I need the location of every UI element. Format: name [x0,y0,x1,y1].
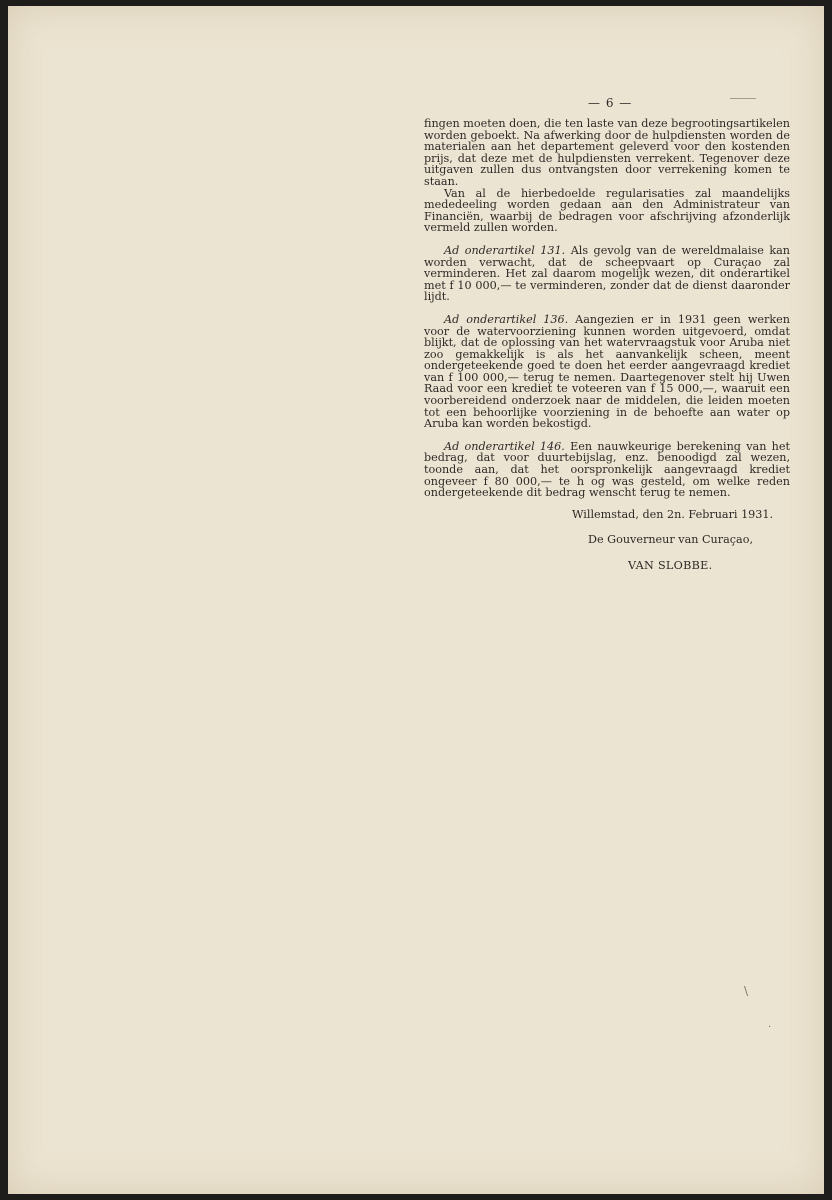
closing-block [424,509,790,572]
text-column [424,118,790,572]
section-146 [424,441,790,499]
closing-signature: VAN SLOBBE. [628,559,713,572]
stray-pencil-mark: \ [744,984,749,998]
section-146-label: Ad onderartikel 146. [444,439,565,453]
section-136-label: Ad onderartikel 136. [444,312,569,326]
section-131-label: Ad onderartikel 131. [444,243,566,257]
section-136-text: Aangezien er in 1931 geen werken voor de watervoorziening kunnen worden uitgevoerd, omdat blijkt, dat de oplossing van het watervraagstuk voor Aruba niet zoo gemakkelijk is als het aanvankelijk scheen, meent ondergeteekende goed te doen het eerder aangevraagd krediet van f 100 000,— terug te nemen. Daartegenover stelt hij Uwen Raad voor een krediet te voteeren van f 15 000,—, waaruit een voorbereidend onderzoek naar de middelen, die leiden moeten tot een behoorlijke voorziening in de behoefte aan water op Aruba kan worden bekostigd. [424,312,790,431]
section-131-text: Als gevolg van de wereldmalaise kan worden verwacht, dat de scheepvaart op Curaçao zal verminderen. Het zal daarom mogelijk wezen, dit onderartikel met f 10 000,— te verminderen, zonder dat de dienst daaronder lijdt. [424,243,790,304]
section-146-text: Een nauwkeurige berekening van het bedrag, dat voor duurtebijslag, enz. benoodigd zal wezen, toonde aan, dat het oorspronkelijk aangevraagd krediet ongeveer f 80 000,— te h og was gesteld, om welke reden ondergeteekende dit bedrag wenscht terug te nemen. [424,439,790,500]
document-page [8,6,824,1194]
paragraph-continuation: fingen moeten doen, die ten laste van deze begrootingsartikelen worden geboekt. Na afwerking door de hulpdiensten worden de materialen aan het departement geleverd voor den kostenden prijs, dat deze met de hulpdiensten verrekent. Tegenover deze uitgaven zullen dus ontvangsten door verrekening komen te staan. [424,117,790,188]
pencil-dash-mark [730,98,756,99]
section-131 [424,245,790,303]
page-number: — 6 — [588,96,633,110]
closing-governor: De Gouverneur van Curaçao, [588,533,754,547]
stray-dot-mark: · [768,1022,772,1033]
section-136 [424,314,790,430]
paragraph-regularisaties: Van al de hierbedoelde regularisaties zal maandelijks mededeeling worden gedaan aan den Administrateur van Financiën, waarbij de bedragen voor afschrijving afzonderlijk vermeld zullen worden. [424,186,790,235]
closing-date: Willemstad, den 2n. Februari 1931. [572,507,774,521]
